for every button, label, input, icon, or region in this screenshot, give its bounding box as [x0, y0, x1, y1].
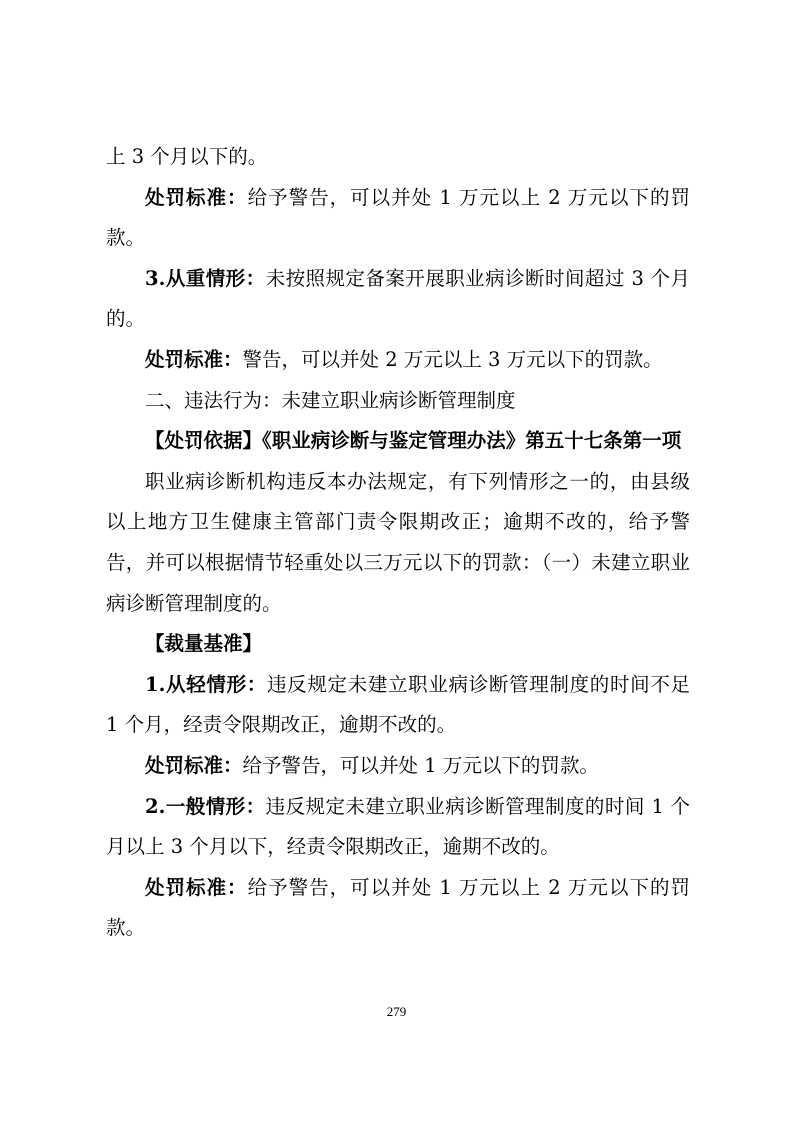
- discretion-standard-label: 【裁量基准】: [145, 632, 263, 656]
- paragraph-text: 上 3 个月以下的。: [106, 145, 268, 168]
- aggravated-circumstance-text: 未按照规定备案开展职业病诊断时间超过 3 个月的。: [106, 266, 691, 331]
- general-circumstance-label: 2.一般情形：: [145, 794, 266, 818]
- penalty-standard-text: 给予警告，可以并处 1 万元以上 2 万元以下的罚款。: [106, 185, 690, 250]
- regulation-text-paragraph: [106, 462, 690, 624]
- penalty-standard-label: 处罚标准：: [145, 875, 248, 899]
- page-number: 279: [386, 1004, 407, 1019]
- penalty-standard-label: 处罚标准：: [145, 185, 248, 209]
- penalty-standard-text: 给予警告，可以并处 1 万元以上 2 万元以下的罚款。: [106, 875, 690, 940]
- mitigated-circumstance-label: 1.从轻情形：: [145, 672, 267, 696]
- aggravated-circumstance-paragraph: [106, 259, 690, 340]
- penalty-standard-text: 警告，可以并处 2 万元以上 3 万元以下的罚款。: [242, 347, 663, 371]
- penalty-basis-label: 【处罚依据】: [145, 429, 263, 453]
- discretion-standard-heading: [106, 624, 690, 665]
- penalty-basis-paragraph: [106, 421, 690, 462]
- regulation-text: 职业病诊断机构违反本办法规定，有下列情形之一的，由县级以上地方卫生健康主管部门责令限期改正；逾期不改的，给予警告，并可以根据情节轻重处以三万元以下的罚款：（一）未建立职业病诊断管理制度的。: [106, 469, 690, 615]
- penalty-standard-paragraph: [106, 340, 690, 381]
- general-circumstance-text: 违反规定未建立职业病诊断管理制度的时间 1 个月以上 3 个月以下，经责令限期改正，逾期不改的。: [106, 794, 691, 859]
- general-circumstance-paragraph: [106, 787, 690, 868]
- penalty-standard-text: 给予警告，可以并处 1 万元以下的罚款。: [242, 753, 599, 777]
- document-body: [106, 137, 690, 949]
- section-heading-text: 二、违法行为：未建立职业病诊断管理制度: [145, 388, 516, 412]
- penalty-standard-label: 处罚标准：: [145, 753, 243, 777]
- mitigated-circumstance-text: 违反规定未建立职业病诊断管理制度的时间不足 1 个月，经责令限期改正，逾期不改的。: [106, 672, 690, 737]
- mitigated-circumstance-paragraph: [106, 665, 690, 746]
- penalty-standard-paragraph: [106, 178, 690, 259]
- penalty-standard-paragraph: [106, 868, 690, 949]
- penalty-basis-text: 《职业病诊断与鉴定管理办法》第五十七条第一项: [262, 429, 682, 453]
- section-heading: [106, 381, 690, 422]
- paragraph-continuation: [106, 137, 690, 178]
- penalty-standard-label: 处罚标准：: [145, 347, 243, 371]
- penalty-standard-paragraph: [106, 746, 690, 787]
- aggravated-circumstance-label: 3.从重情形：: [145, 266, 266, 290]
